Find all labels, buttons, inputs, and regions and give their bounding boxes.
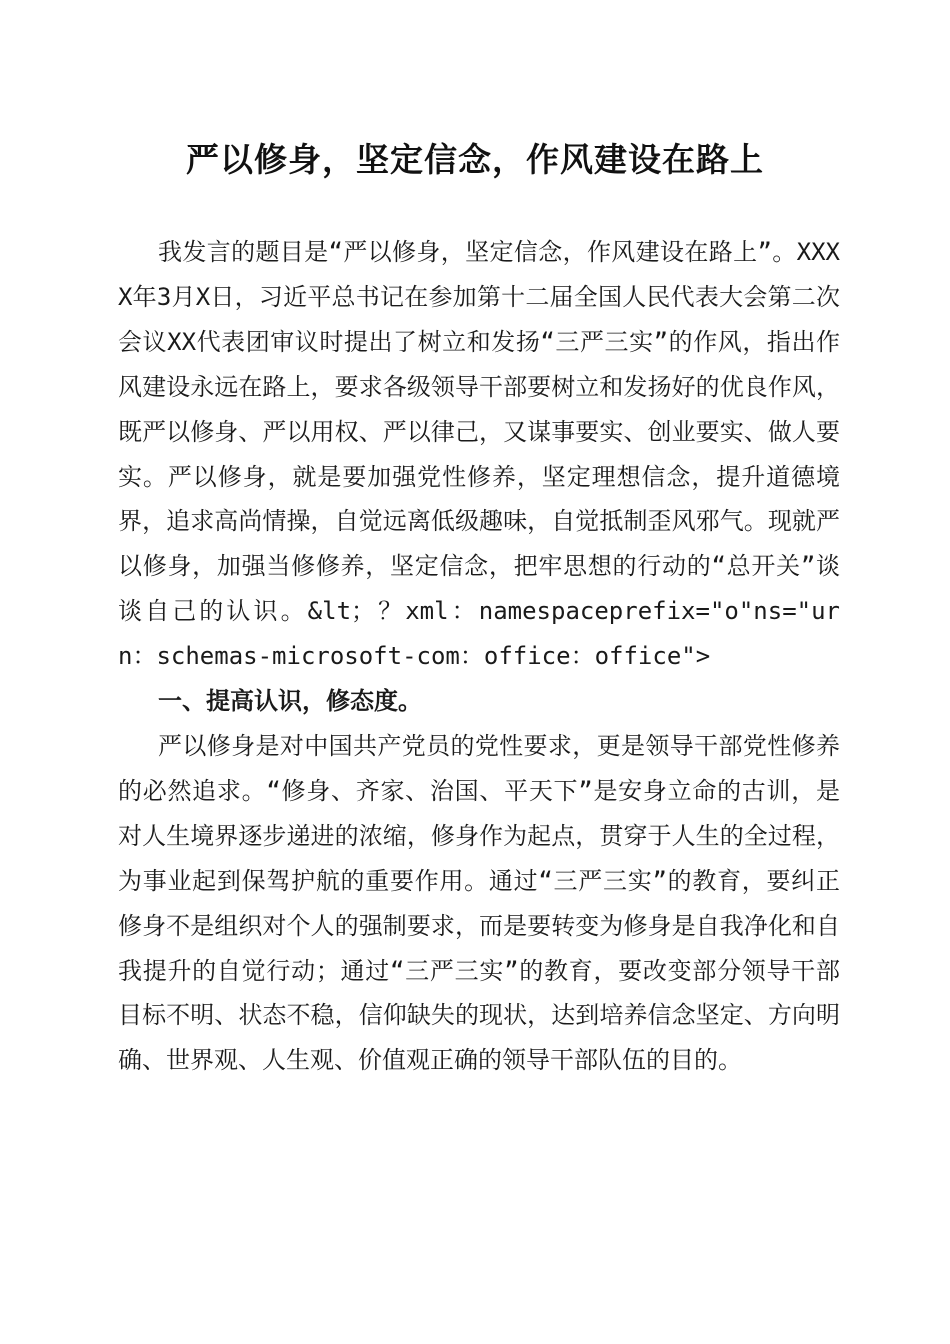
section-1-paragraph: 严以修身是对中国共产党员的党性要求，更是领导干部党性修养的必然追求。“修身、齐家、治国、平天下”是安身立命的古训，是对人生境界逐步递进的浓缩，修身作为起点，贯穿于人生的全过程，为事业起到保驾护航的重要作用。通过“三严三实”的教育，要纠正修身不是组织对个人的强制要求，而是要转变为修身是自我净化和自我提升的自觉行动；通过“三严三实”的教育，要改变部分领导干部目标不明、状态不稳，信仰缺失的现状，达到培养信念坚定、方向明确、世界观、人生观、价值观正确的领导干部队伍的目的。 — [118, 731, 840, 1075]
intro-paragraph: 我发言的题目是“严以修身，坚定信念，作风建设在路上”。XXXX年3月X日，习近平总书记在参加第十二届全国人民代表大会第二次会议XX代表团审议时提出了树立和发扬“三严三实”的作风，指出作风建设永远在路上，要求各级领导干部要树立和发扬好的优良作风，既严以修身、严以用权、严以律己，又谋事要实、创业要实、做人要实。严以修身，就是要加强党性修养，坚定理想信念，提升道德境界，追求高尚情操，自觉远离低级趣味，自觉抵制歪风邪气。现就严以修身，加强当修修养，坚定信念，把牢思想的行动的“总开关”谈谈自己的认识。&lt；？xml：namespaceprefix="o"ns="urn：schemas-microsoft-com：office：office"> — [118, 238, 840, 671]
section-heading-1: 一、提高认识，修态度。 — [158, 687, 422, 716]
document-body — [118, 230, 840, 1083]
document-title: 严以修身，坚定信念，作风建设在路上 — [186, 140, 764, 179]
